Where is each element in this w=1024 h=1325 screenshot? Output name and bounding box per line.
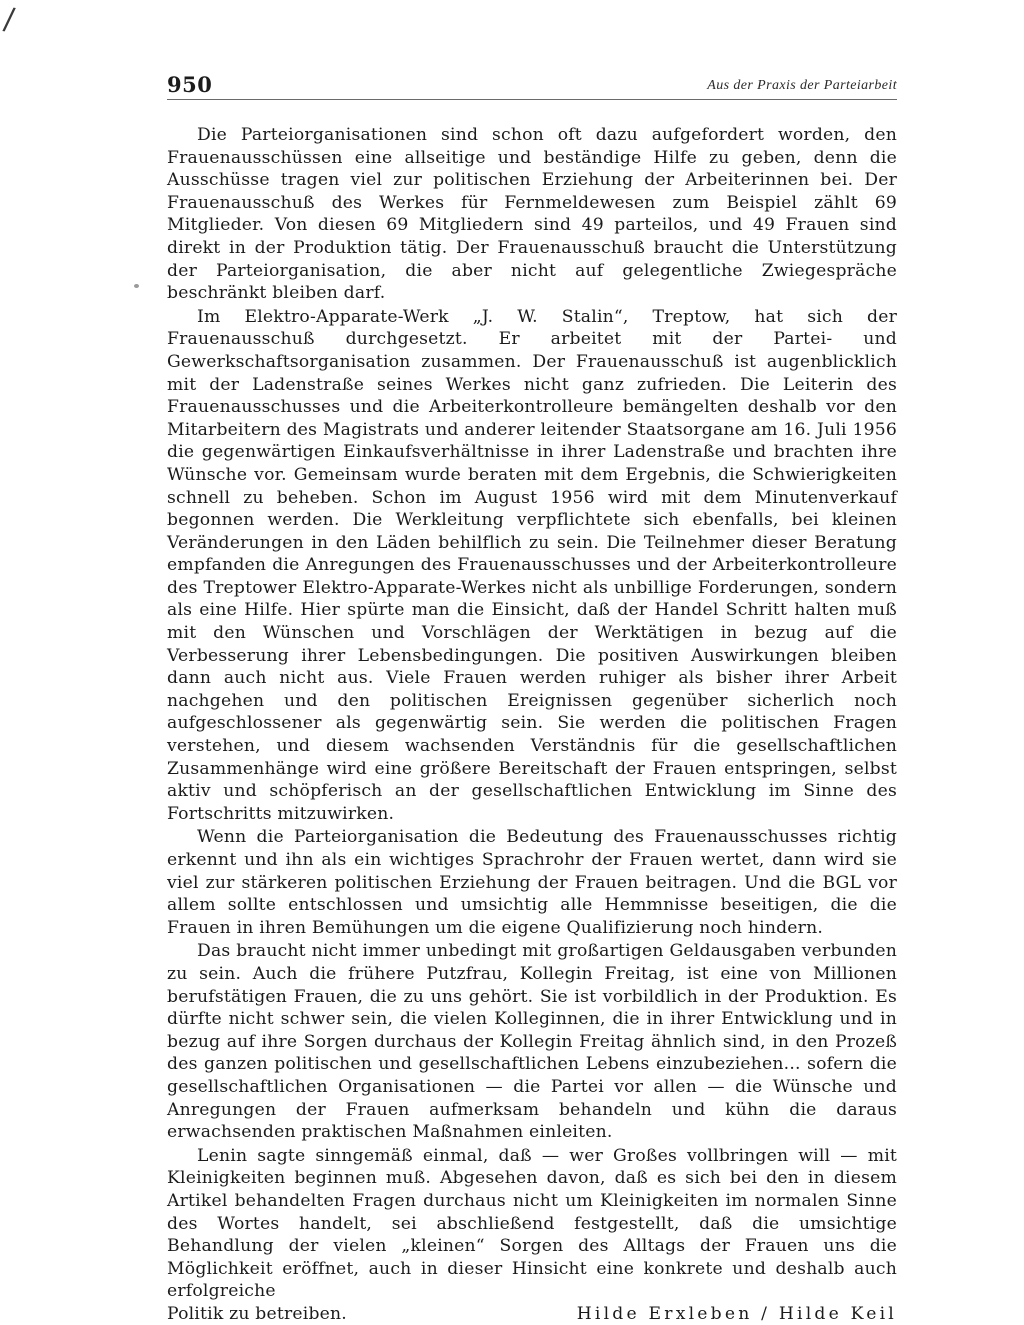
closing-text: Politik zu betreiben.: [167, 1303, 347, 1324]
margin-pencil-mark: /: [1, 1, 17, 38]
paragraph-4: Das braucht nicht immer unbedingt mit großartigen Geldausgaben verbunden zu sein. Auch die frühere Putzfrau, Kollegin Freitag, ist eine von Millionen berufstätigen Frauen, die zu uns gehört. Sie ist vorbildlich in der Produktion. Es dürfte nicht schwer sein, die vielen Kolleginnen, die in ihrer Entwicklung und in bezug auf ihre Sorgen durchaus der Kollegin Freitag ähnlich sind, in den Prozeß des ganzen politischen und gesellschaftlichen Lebens einzubeziehen... sofern die gesellschaftlichen Organisationen — die Partei vor allen — die Wünsche und Anregungen der Frauen aufmerksam behandeln und kühn die daraus erwachsenden praktischen Maßnahmen einleiten.: [167, 941, 897, 1143]
header-rule: [167, 99, 897, 100]
margin-speck: [134, 284, 139, 288]
paragraph-2: Im Elektro-Apparate-Werk „J. W. Stalin“, Treptow, hat sich der Frauenausschuß durchgesetzt. Er arbeitet mit der Partei- und Gewerkschaftsorganisation zusammen. Der Frauenausschuß ist augenblicklich mit der Ladenstraße seines Werkes nicht ganz zufrieden. Die Leiterin des Frauenausschusses und die Arbeiterkontrolleure bemängelten deshalb vor den Mitarbeitern des Magistrats und anderer leitender Staatsorgane am 16. Juli 1956 die gegenwärtigen Einkaufsverhältnisse in ihrer Ladenstraße und brachten ihre Wünsche vor. Gemeinsam wurde beraten mit dem Ergebnis, die Schwierigkeiten schnell zu beheben. Schon im August 1956 wird mit dem Minutenverkauf begonnen werden. Die Werkleitung verpflichtete sich ebenfalls, bei kleinen Veränderungen in den Läden behilflich zu sein. Die Teilnehmer dieser Beratung empfanden die Anregungen des Frauenausschusses und der Arbeiterkontrolleure des Treptower Elektro-Apparate-Werkes nicht als unbillige Forderungen, sondern als eine Hilfe. Hier spürte man die Einsicht, daß der Handel Schritt halten muß mit den Wünschen und Vorschlägen der Werktätigen in bezug auf die Verbesserung ihrer Lebensbedingungen. Die positiven Auswirkungen bleiben dann auch nicht aus. Viele Frauen werden ruhiger als bisher ihrer Arbeit nachgehen und den politischen Ereignissen gegenüber sicherlich noch aufgeschlossener als gegenwärtig sein. Sie werden die politischen Fragen verstehen, und diesem wachsenden Verständnis für die gesellschaftlichen Zusammenhänge wird eine größere Bereitschaft der Frauen entspringen, selbst aktiv und schöpferisch an der gesellschaftlichen Entwicklung im Sinne des Fortschritts mitzuwirken.: [167, 306, 897, 824]
paragraph-5: Lenin sagte sinngemäß einmal, daß — wer Großes vollbringen will — mit Kleinigkeiten beginnen muß. Abgesehen davon, daß es sich bei den in diesem Artikel behandelten Fragen durchaus nicht um Kleinigkeiten im normalen Sinne des Wortes handelt, sei abschließend festgestellt, daß die umsichtige Behandlung der vielen „kleinen“ Sorgen des Alltags der Frauen uns die Möglichkeit eröffnet, auch in dieser Hinsicht eine konkrete und deshalb auch erfolgreiche: [167, 1145, 897, 1302]
paragraph-3: Wenn die Parteiorganisation die Bedeutung des Frauenausschusses richtig erkennt und ihn als ein wichtiges Sprachrohr der Frauen wertet, dann wird sie viel zur stärkeren politischen Erziehung der Frauen beitragen. Und die BGL vor allem sollte entschlossen und umsichtig alle Hemmnisse beseitigen, die die Frauen in ihren Bemühungen um die eigene Qualifizierung noch hindern.: [167, 827, 897, 938]
page-header: [167, 72, 897, 100]
closing-line: [167, 1303, 897, 1325]
author-signature: Hilde Erxleben / Hilde Keil: [576, 1303, 897, 1324]
page-number: 950: [167, 72, 213, 97]
article-body: [167, 124, 897, 1325]
paragraph-1: Die Parteiorganisationen sind schon oft dazu aufgefordert worden, den Frauenausschüssen eine allseitige und beständige Hilfe zu geben, denn die Ausschüsse tragen viel zur politischen Erziehung der Arbeiterinnen bei. Der Frauenausschuß des Werkes für Fernmeldewesen zum Beispiel zählt 69 Mitglieder. Von diesen 69 Mitgliedern sind 49 parteilos, und 49 Frauen sind direkt in der Produktion tätig. Der Frauenausschuß braucht die Unterstützung der Parteiorganisation, die aber nicht auf gelegentliche Zwiegespräche beschränkt bleiben darf.: [167, 125, 897, 304]
running-head: Aus der Praxis der Parteiarbeit: [707, 78, 897, 93]
